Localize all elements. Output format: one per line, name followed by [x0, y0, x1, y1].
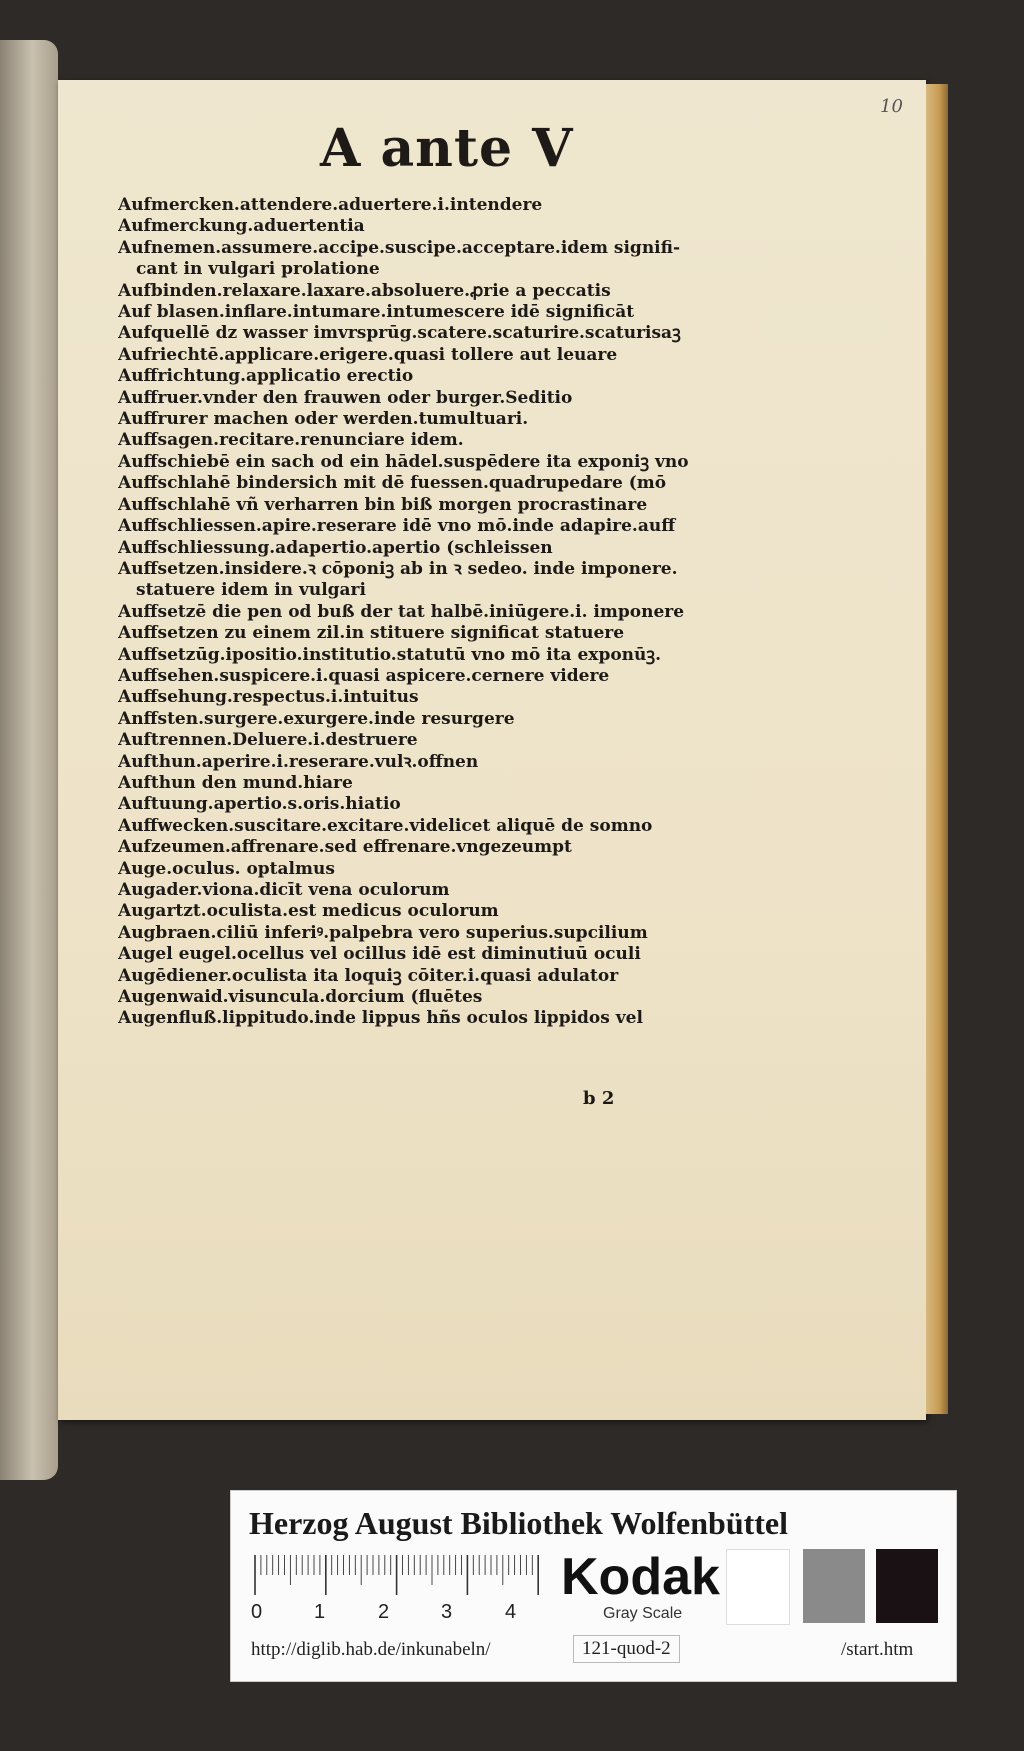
text-line: Auffrurer machen oder werden.tumultuari.: [118, 409, 529, 430]
text-line: statuere idem in vulgari: [136, 580, 366, 601]
text-line: Auffschlahē bindersich mit dē fuessen.quadrupedare (mō: [118, 473, 667, 494]
text-line: Augel eugel.ocellus vel ocillus idē est diminutiuū oculi: [118, 944, 641, 965]
text-line: Auffschlahē vñ verharren bin biß morgen procrastinare: [118, 494, 648, 515]
grayscale-label: Gray Scale: [603, 1605, 683, 1622]
text-line: Aufzeumen.affrenare.sed effrenare.vngezeumpt: [118, 837, 572, 858]
ruler-number: 2: [378, 1601, 390, 1623]
facing-page-edge: [0, 40, 58, 1480]
text-line: Auffsetzen.insidere.ꝛ cōponiꝫ ab in ꝛ sedeo. inde imponere.: [118, 558, 678, 579]
text-line: Auffwecken.suscitare.excitare.videlicet aliquē de somno: [118, 815, 653, 836]
text-line: Aufnemen.assumere.accipe.suscipe.acceptare.idem signifi-: [118, 237, 681, 258]
text-line: Auffsetzen zu einem zil.in stituere significat statuere: [118, 623, 625, 644]
text-line: Aufthun den mund.hiare: [118, 772, 353, 793]
text-line: Auftrennen.Deluere.i.destruere: [118, 730, 418, 751]
text-line: Auffsetzūg.ipositio.institutio.statutū vno mō ita exponūꝫ.: [118, 644, 661, 665]
text-line: Augenfluß.lippitudo.inde lippus hñs oculos lippidos vel: [118, 1008, 643, 1029]
text-line: Augader.viona.dicīt vena oculorum: [118, 880, 450, 900]
text-line: Auffruer.vnder den frauwen oder burger.Seditio: [118, 387, 573, 408]
kodak-logo: Kodak: [561, 1548, 720, 1606]
text-line: Augbraen.ciliū inferiꝰ.palpebra vero superius.supcilium: [118, 922, 648, 943]
text-line: Auffschliessung.adapertio.apertio (schleissen: [118, 537, 553, 558]
text-line: cant in vulgari prolatione: [136, 259, 380, 280]
text-line: Auf blasen.inflare.intumare.intumescere idē significāt: [118, 302, 635, 323]
text-line: Aufmerckung.aduertentia: [118, 216, 365, 237]
library-title: Herzog August Bibliothek Wolfenbüttel: [249, 1505, 789, 1541]
ruler-number: 3: [441, 1601, 453, 1623]
url-suffix: /start.htm: [841, 1639, 914, 1660]
folio-number: 10: [880, 96, 903, 117]
page-heading: A ante V: [320, 118, 574, 179]
ruler-number: 4: [505, 1601, 517, 1623]
url-shelfmark: 121-quod-2: [573, 1635, 680, 1663]
ruler-scale: [251, 1555, 546, 1597]
text-line: Auffsetzē die pen od buß der tat halbē.iniūgere.i. imponere: [118, 601, 685, 622]
text-line: Auffschliessen.apire.reserare idē vno mō.inde adapire.auff: [118, 516, 676, 537]
text-line: Augartzt.oculista.est medicus oculorum: [118, 901, 499, 922]
text-line: Aufmercken.attendere.aduertere.i.intendere: [118, 195, 543, 215]
text-line: Auffsehung.respectus.i.intuitus: [118, 687, 419, 708]
text-line: Anffsten.surgere.exurgere.inde resurgere: [118, 708, 515, 729]
ruler-number: 1: [314, 1601, 326, 1623]
text-line: Aufbinden.relaxare.laxare.absoluere.ꝓrie a peccatis: [118, 280, 611, 301]
page-edge: [926, 84, 948, 1414]
swatch-gray: [803, 1549, 865, 1623]
ruler-number: 0: [251, 1601, 263, 1623]
text-line: Auffsagen.recitare.renunciare idem.: [118, 430, 464, 451]
text-line: Auge.oculus. optalmus: [118, 858, 335, 879]
text-column: [118, 195, 718, 1030]
text-line: Aufquellē dz wasser imvrsprūg.scatere.scaturire.scaturisaꝫ: [118, 323, 681, 344]
text-line: Auffrichtung.applicatio erectio: [118, 366, 414, 387]
ruler-numbers: [251, 1601, 551, 1625]
library-target-card: [230, 1490, 957, 1682]
text-line: Aufriechtē.applicare.erigere.quasi tollere aut leuare: [118, 344, 618, 365]
text-line: Aufthun.aperire.i.reserare.vulꝛ.offnen: [118, 751, 479, 772]
text-line: Auffschiebē ein sach od ein hādel.suspēdere ita exponiꝫ vno: [118, 451, 689, 472]
text-line: Augēdiener.oculista ita loquiꝫ cōiter.i.quasi adulator: [118, 965, 619, 986]
text-line: Auftuung.apertio.s.oris.hiatio: [118, 794, 401, 815]
text-line: Augenwaid.visuncula.dorcium (fluētes: [118, 987, 483, 1008]
swatch-white: [726, 1549, 790, 1625]
url-prefix: http://diglib.hab.de/inkunabeln/: [251, 1639, 491, 1660]
text-line: Auffsehen.suspicere.i.quasi aspicere.cernere videre: [118, 665, 610, 686]
swatch-black: [876, 1549, 938, 1623]
signature-mark: b 2: [583, 1088, 615, 1109]
